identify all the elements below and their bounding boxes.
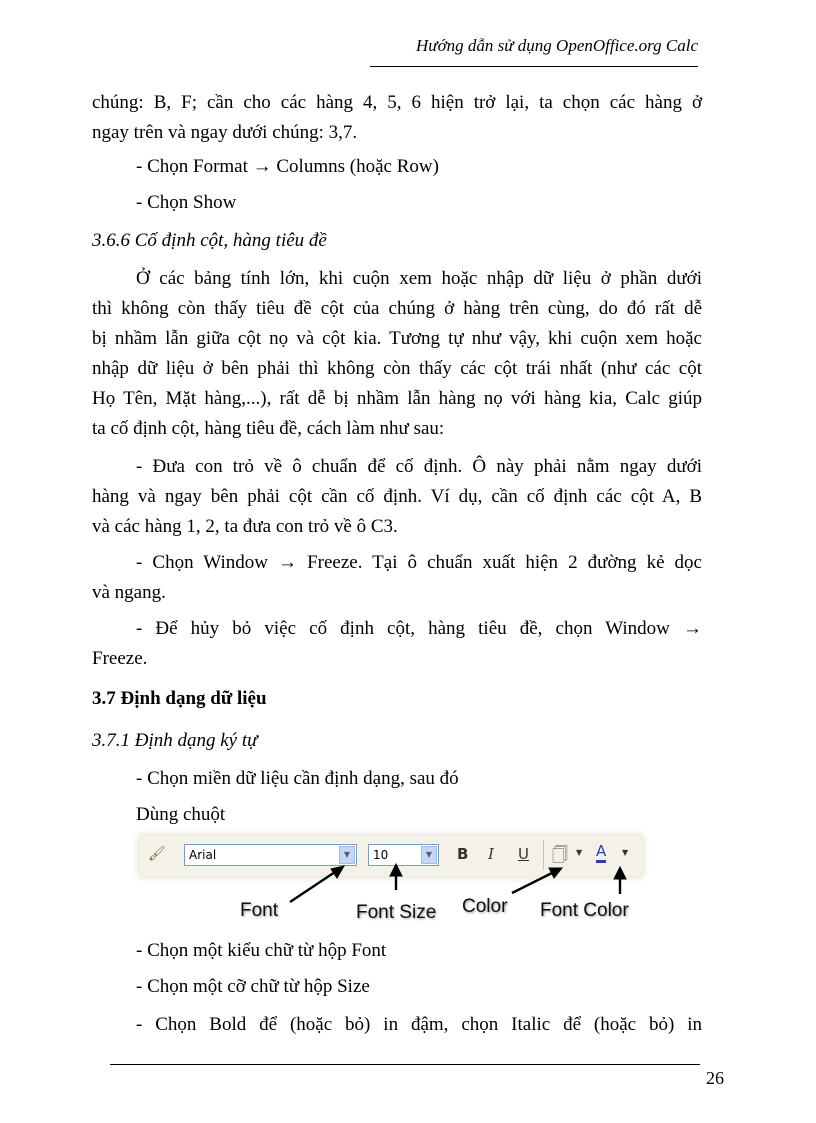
- section-heading-3-6-6: 3.6.6 Cố định cột, hàng tiêu đề: [92, 230, 327, 251]
- styles-paintbrush-icon[interactable]: 🖌: [148, 846, 166, 862]
- paragraph-line: và ngang.: [92, 582, 166, 603]
- paragraph-line: bị nhầm lẫn giữa cột nọ và cột kia. Tương tự như vậy, khi cuộn xem hoặc: [92, 328, 702, 349]
- step-format: - Chọn Format → Columns (hoặc Row): [136, 156, 439, 177]
- background-color-bucket-icon[interactable]: 🗍: [552, 845, 568, 864]
- header-title: Hướng dẫn sử dụng OpenOffice.org Calc: [416, 36, 698, 55]
- step-bold-italic: - Chọn Bold để (hoặc bỏ) in đậm, chọn Italic để (hoặc bỏ) in: [136, 1014, 702, 1035]
- paragraph-line: ngay trên và ngay dưới chúng: 3,7.: [92, 122, 358, 143]
- underline-button[interactable]: U: [518, 845, 529, 863]
- paragraph-line: - Đưa con trỏ về ô chuẩn để cố định. Ô này phải nằm ngay dưới: [136, 456, 702, 477]
- paragraph-line: Ở các bảng tính lớn, khi cuộn xem hoặc nhập dữ liệu ở phần dưới: [136, 268, 702, 289]
- label-color: Color: [462, 896, 508, 917]
- section-heading-3-7-1: 3.7.1 Định dạng ký tự: [92, 730, 258, 751]
- step-size: - Chọn một cỡ chữ từ hộp Size: [136, 976, 370, 997]
- chevron-down-icon[interactable]: ▼: [576, 848, 583, 857]
- label-font: Font: [240, 900, 279, 921]
- paragraph-line: và các hàng 1, 2, ta đưa con trỏ về ô C3.: [92, 516, 398, 537]
- chevron-down-icon[interactable]: ▼: [339, 846, 355, 864]
- bold-button[interactable]: B: [457, 845, 469, 863]
- footer-divider: [110, 1064, 700, 1065]
- paragraph-line: - Để hủy bỏ việc cố định cột, hàng tiêu đề, chọn Window →: [136, 618, 702, 639]
- paragraph-line: - Chọn Window → Freeze. Tại ô chuẩn xuất hiện 2 đường kẻ dọc: [136, 552, 702, 573]
- page-number: 26: [706, 1068, 724, 1088]
- use-mouse-label: Dùng chuột: [136, 804, 226, 825]
- chevron-down-icon[interactable]: ▼: [421, 846, 437, 864]
- font-size-value: 10: [373, 848, 389, 862]
- paragraph-line: nhập dữ liệu ở bên phải thì không còn thấy các cột trái nhất (như các cột: [92, 358, 702, 379]
- paragraph-line: hàng và ngay bên phải cột cần cố định. Ví dụ, cần cố định các cột A, B: [92, 486, 702, 507]
- arrow-color: [512, 873, 552, 893]
- font-color-button[interactable]: A: [596, 842, 606, 863]
- italic-button[interactable]: I: [488, 845, 494, 863]
- paragraph-line: ta cố định cột, hàng tiêu đề, cách làm như sau:: [92, 418, 445, 439]
- label-font-size: Font Size: [356, 902, 437, 923]
- paragraph-line: Họ Tên, Mặt hàng,...), rất dễ bị nhầm lẫn hàng nọ với hàng kia, Calc giúp: [92, 388, 702, 409]
- step-select-range: - Chọn miền dữ liệu cần định dạng, sau đó: [136, 768, 459, 789]
- paragraph-line: Freeze.: [92, 648, 148, 669]
- paragraph-line: chúng: B, F; cần cho các hàng 4, 5, 6 hiện trở lại, ta chọn các hàng ở: [92, 92, 702, 113]
- section-heading-3-7: 3.7 Định dạng dữ liệu: [92, 688, 267, 709]
- step-show: - Chọn Show: [136, 192, 237, 213]
- chevron-down-icon[interactable]: ▼: [622, 848, 629, 857]
- paragraph-line: thì không còn thấy tiêu đề cột của chúng ở hàng trên cùng, do đó rất dễ: [92, 298, 702, 319]
- arrow-font: [290, 872, 335, 902]
- label-font-color: Font Color: [540, 900, 629, 921]
- font-name-value: Arial: [189, 848, 217, 862]
- step-font: - Chọn một kiểu chữ từ hộp Font: [136, 940, 387, 961]
